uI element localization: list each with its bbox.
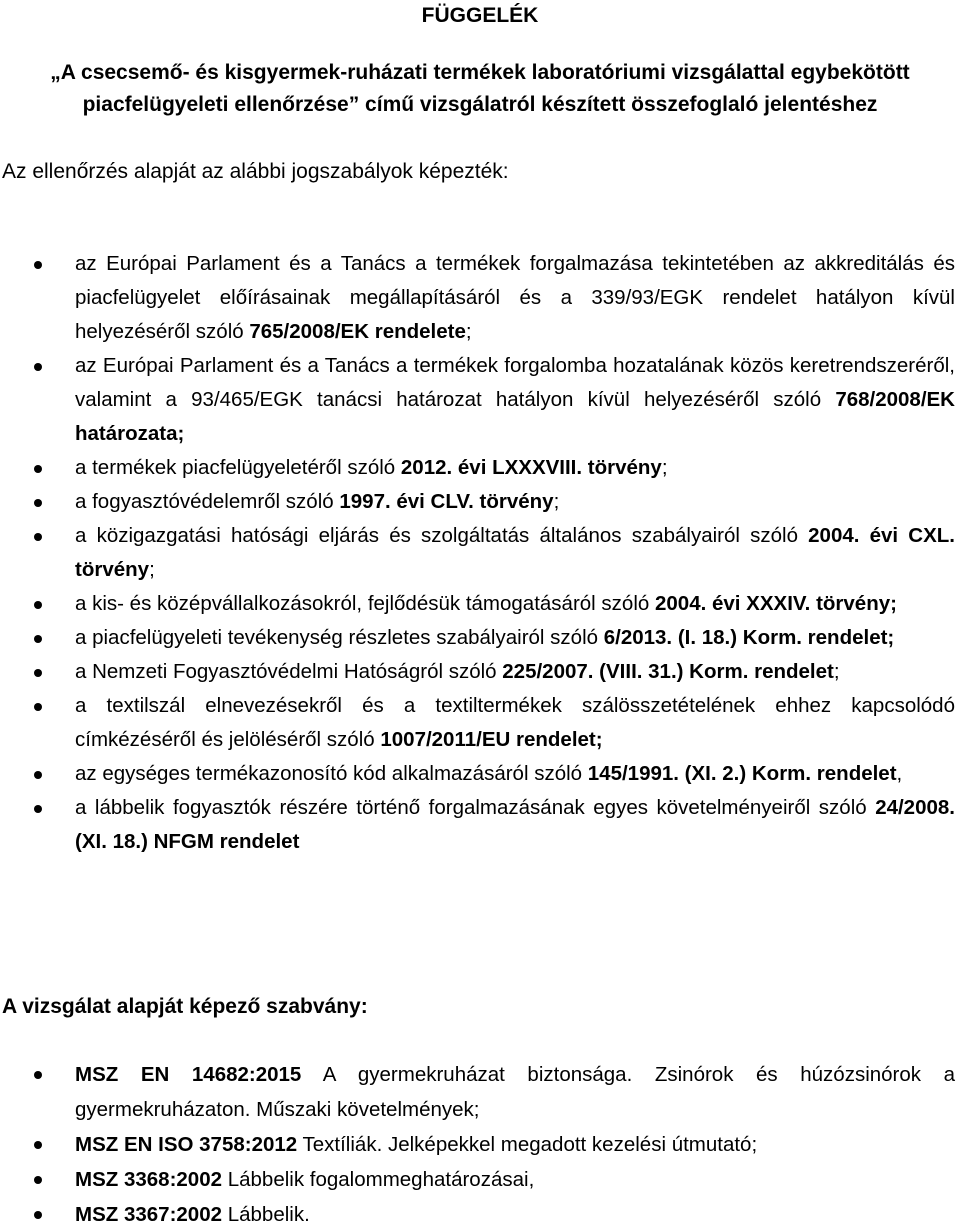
legal-basis-item [0,485,960,519]
legal-basis-item [0,791,960,859]
standard-list [0,1057,960,1232]
standard-code: MSZ EN ISO 3758:2012 [75,1133,298,1156]
bullet-icon [34,1211,42,1219]
legal-basis-item [0,655,960,689]
legal-text: a lábbelik fogyasztók részére történő forgalmazásának egyes követelményeiről szóló [75,796,876,819]
report-subtitle: „A csecsemő- és kisgyermek-ruházati termékek laboratóriumi vizsgálattal egybekötött piacfelügyeleti ellenőrzése” című vizsgálatról készített összefoglaló jelentéshez [50,61,910,116]
legal-basis-text [75,485,955,519]
standard-code: MSZ 3367:2002 [75,1203,223,1226]
legal-tail: ; [833,660,840,683]
legal-text: a kis- és középvállalkozásokról, fejlődésük támogatásáról szóló [75,592,655,615]
standard-code: MSZ 3368:2002 [75,1168,223,1191]
legal-basis-item [0,247,960,349]
bullet-icon [34,1141,42,1149]
legal-tail: ; [553,490,560,513]
legal-reference: 765/2008/EK rendelete [249,320,466,343]
legal-basis-list [0,247,960,859]
standard-heading: A vizsgálat alapját képező szabvány: [2,995,368,1018]
standard-text [75,1162,955,1197]
standard-text [75,1127,955,1162]
legal-reference: 6/2013. (I. 18.) Korm. rendelet; [603,626,895,649]
bullet-icon [34,635,42,643]
legal-basis-item [0,349,960,451]
legal-basis-item [0,587,960,621]
legal-reference: 2004. évi CXL. törvény [75,524,955,581]
bullet-icon [34,805,42,813]
legal-reference: 24/2008. (XI. 18.) NFGM rendelet [75,796,955,853]
bullet-icon [34,465,42,473]
legal-basis-text [75,621,955,655]
legal-basis-text [75,655,955,689]
legal-reference: 225/2007. (VIII. 31.) Korm. rendelet [502,660,834,683]
standard-title: Lábbelik fogalommeghatározásai, [222,1168,535,1191]
legal-basis-text [75,247,955,349]
standard-item [0,1197,960,1232]
standard-title: Lábbelik. [222,1203,310,1226]
standard-item [0,1162,960,1197]
legal-basis-item [0,757,960,791]
legal-basis-item [0,451,960,485]
bullet-icon [34,703,42,711]
legal-text: az Európai Parlament és a Tanács a termékek forgalmazása tekintetében az akkreditálás és piacfelügyelet előírásainak megállapításáról és a 339/93/EGK rendelet hatályon kívül helyezéséről szóló [75,252,955,343]
standard-text [75,1057,955,1127]
standard-code: MSZ EN 14682:2015 [75,1063,302,1086]
legal-text: a piacfelügyeleti tevékenység részletes szabályairól szóló [75,626,604,649]
legal-reference: 1997. évi CLV. törvény [339,490,554,513]
bullet-icon [34,1176,42,1184]
legal-tail: , [896,762,903,785]
standard-title: Textíliák. Jelképekkel megadott kezelési útmutató; [297,1133,758,1156]
legal-basis-item [0,621,960,655]
legal-text: a fogyasztóvédelemről szóló [75,490,340,513]
legal-reference: 145/1991. (XI. 2.) Korm. rendelet [587,762,897,785]
legal-reference: 1007/2011/EU rendelet; [380,728,603,751]
standard-item [0,1127,960,1162]
legal-reference: 768/2008/EK határozata; [75,388,955,445]
standard-item [0,1057,960,1127]
legal-basis-text [75,757,955,791]
page-title: FÜGGELÉK [421,4,539,27]
bullet-icon [34,771,42,779]
legal-tail: ; [465,320,472,343]
legal-text: az egységes termékazonosító kód alkalmazásáról szóló [75,762,588,785]
legal-reference: 2004. évi XXXIV. törvény; [654,592,897,615]
legal-basis-text [75,689,955,757]
legal-text: a textilszál elnevezésekről és a textiltermékek szálösszetételének ehhez kapcsolódó címkézéséről és jelöléséről szóló [75,694,955,751]
legal-basis-item [0,689,960,757]
bullet-icon [34,669,42,677]
legal-text: az Európai Parlament és a Tanács a termékek forgalomba hozatalának közös keretrendszeréről, valamint a 93/465/EGK tanácsi határozat hatályon kívül helyezéséről szóló [75,354,955,411]
legal-basis-text [75,587,955,621]
legal-text: a Nemzeti Fogyasztóvédelmi Hatóságról szóló [75,660,503,683]
legal-basis-text [75,349,955,451]
bullet-icon [34,1071,42,1079]
legal-reference: 2012. évi LXXXVIII. törvény [400,456,662,479]
standard-title: A gyermekruházat biztonsága. Zsinórok és húzózsinórok a gyermekruházaton. Műszaki követelmények; [75,1063,956,1121]
legal-tail: ; [661,456,668,479]
legal-basis-item [0,519,960,587]
bullet-icon [34,499,42,507]
legal-basis-text [75,519,955,587]
bullet-icon [34,363,42,371]
bullet-icon [34,601,42,609]
legal-text: a termékek piacfelügyeletéről szóló [75,456,401,479]
legal-basis-text [75,791,955,859]
legal-tail: ; [149,558,155,581]
bullet-icon [34,261,42,269]
legal-basis-heading: Az ellenőrzés alapját az alábbi jogszabályok képezték: [2,160,509,183]
legal-basis-text [75,451,955,485]
legal-text: a közigazgatási hatósági eljárás és szolgáltatás általános szabályairól szóló [75,524,809,547]
bullet-icon [34,533,42,541]
standard-text [75,1197,955,1232]
